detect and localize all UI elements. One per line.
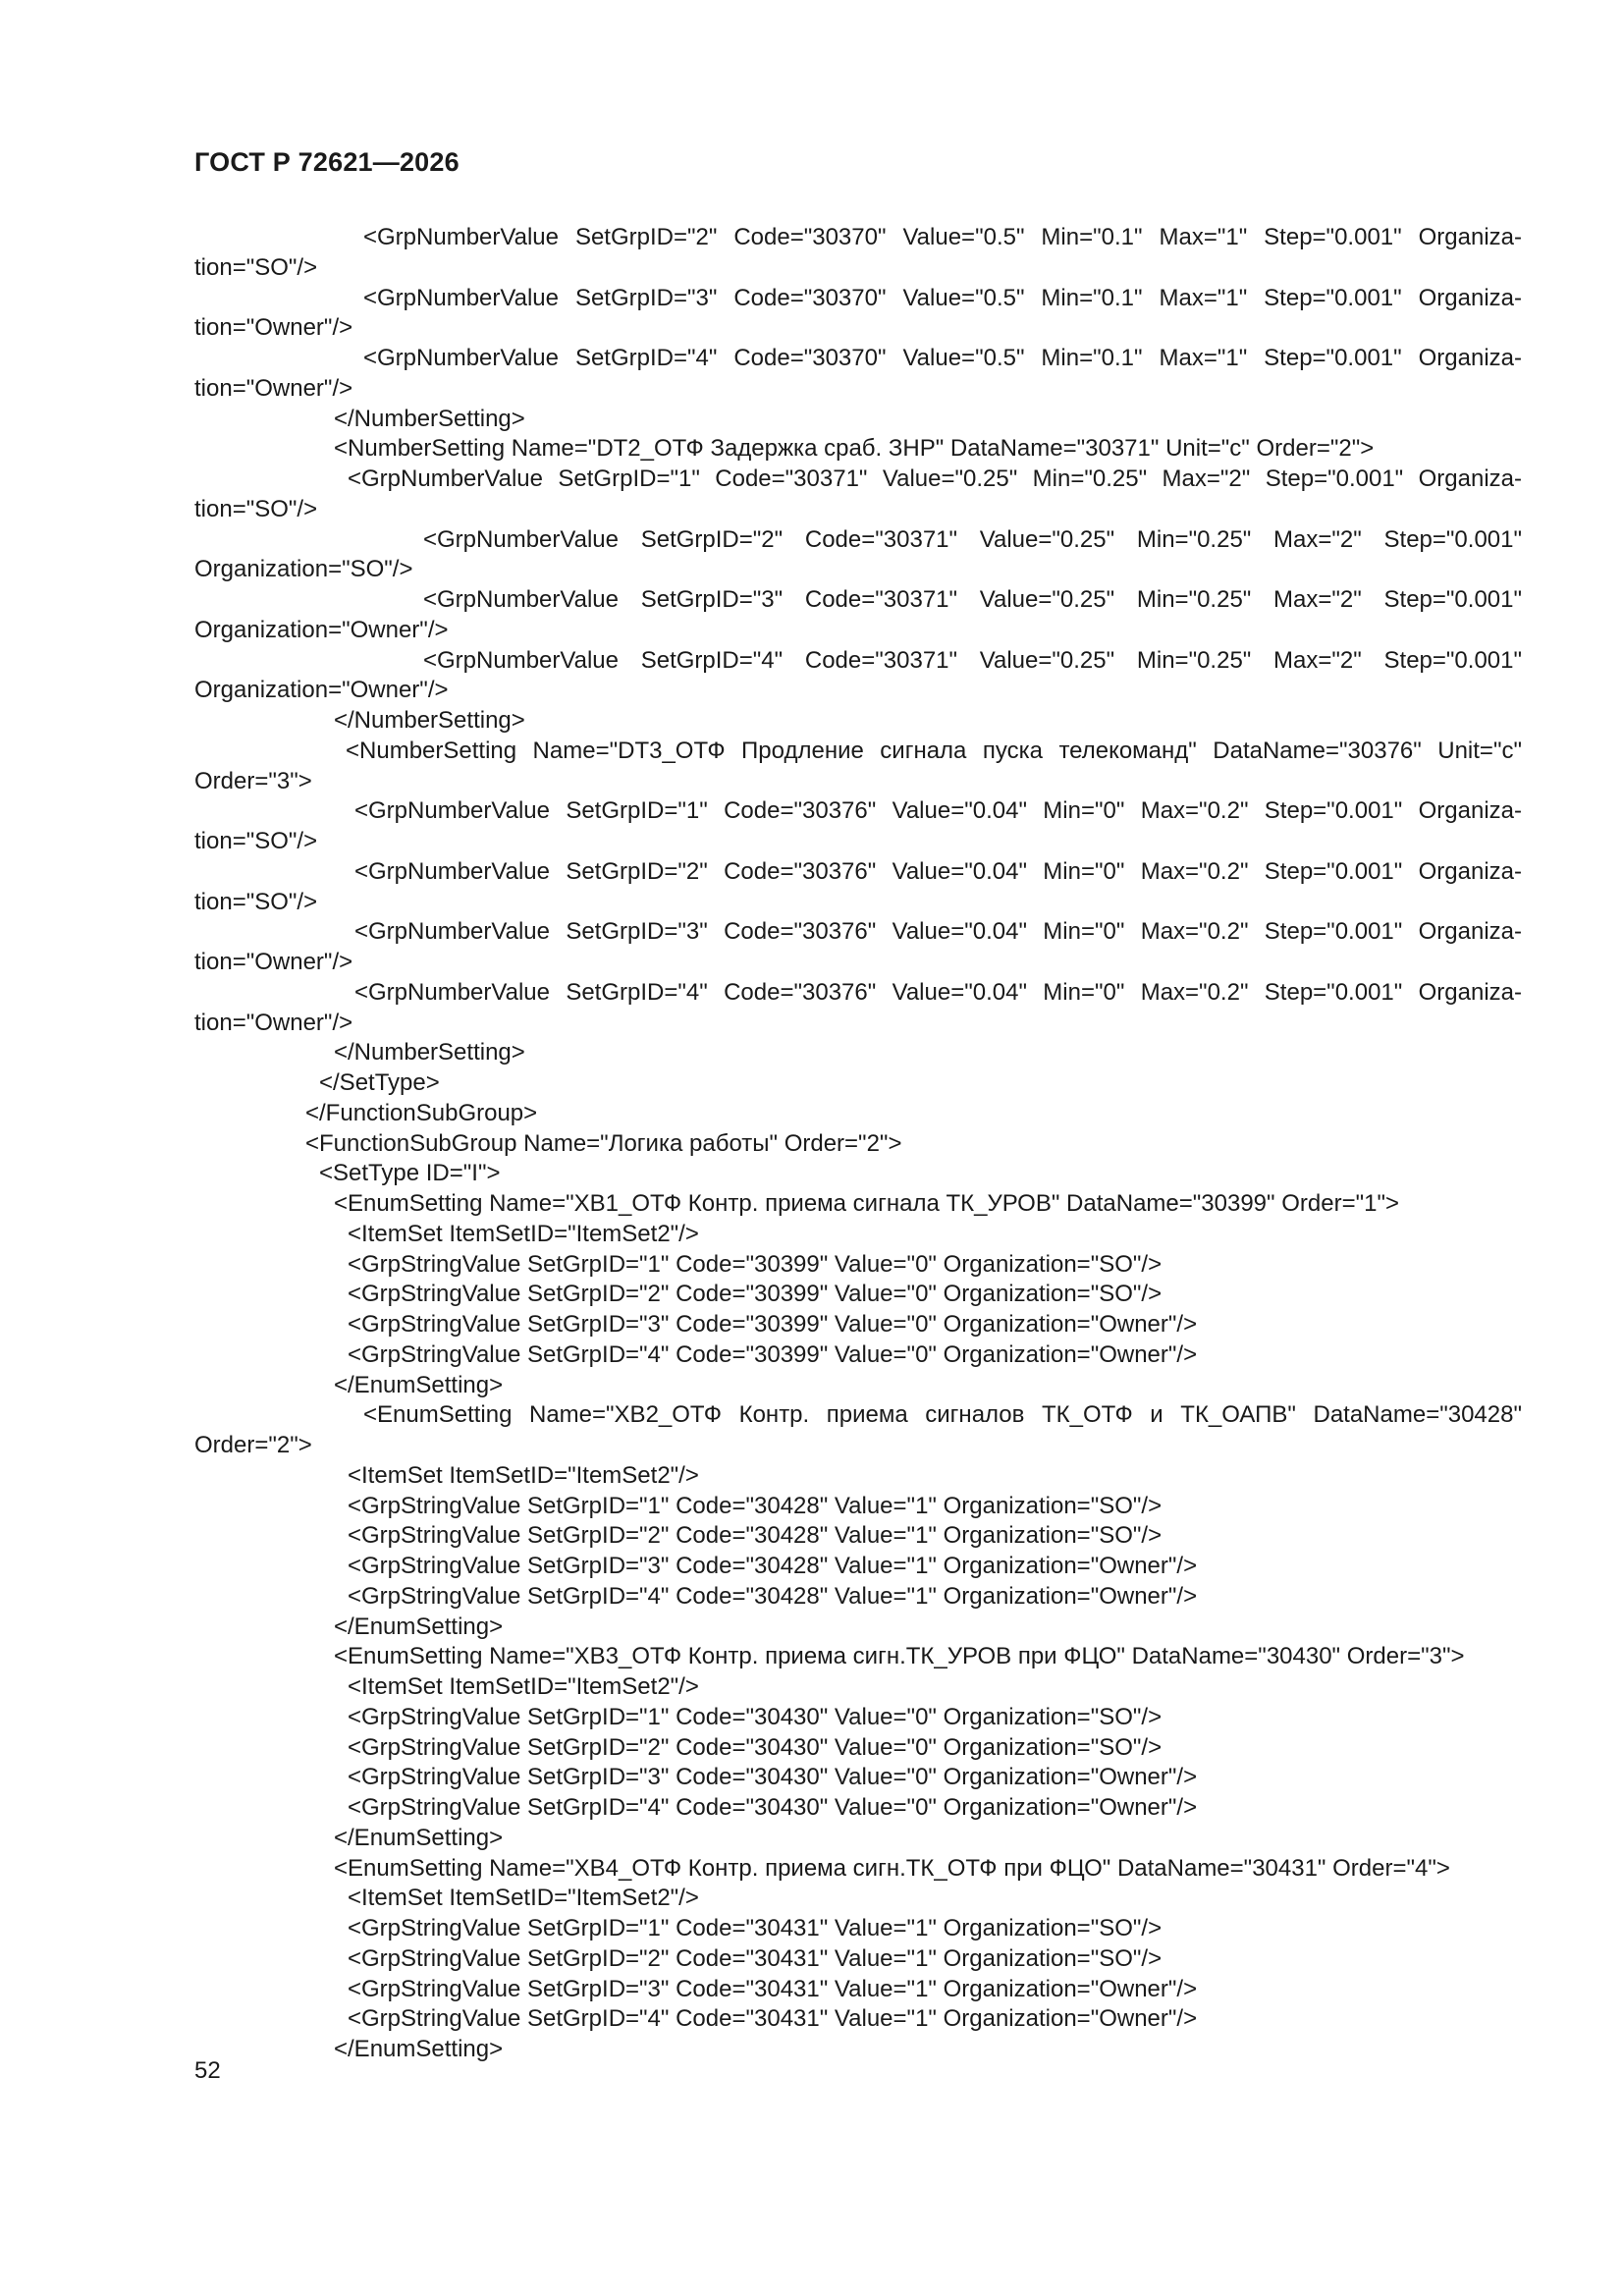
code-line: <GrpStringValue SetGrpID="3" Code="30431" Value="1" Organization="Owner"/> xyxy=(348,1975,1198,2002)
code-line: <SetType ID="I"> xyxy=(319,1160,501,1187)
code-line: Organization="Owner"/> xyxy=(194,616,449,643)
code-line: tion="Owner"/> xyxy=(194,1009,353,1036)
code-line: <GrpStringValue SetGrpID="4" Code="30399" Value="0" Organization="Owner"/> xyxy=(348,1340,1198,1368)
code-line: <GrpStringValue SetGrpID="2" Code="30431" Value="1" Organization="SO"/> xyxy=(348,1944,1163,1972)
code-line: <GrpStringValue SetGrpID="4" Code="30431" Value="1" Organization="Owner"/> xyxy=(348,2005,1198,2033)
code-line: <GrpStringValue SetGrpID="1" Code="30431" Value="1" Organization="SO"/> xyxy=(348,1915,1163,1941)
code-line: <GrpNumberValue SetGrpID="4" Code="30371" Value="0.25" Min="0.25" Max="2" Step="0.001" xyxy=(423,646,1522,674)
code-line: </EnumSetting> xyxy=(334,1824,504,1851)
code-line: <GrpNumberValue SetGrpID="2" Code="30370" Value="0.5" Min="0.1" Max="1" Step="0.001" Organiza- xyxy=(363,224,1522,250)
code-line: <GrpNumberValue SetGrpID="1" Code="30371" Value="0.25" Min="0.25" Max="2" Step="0.001" Organiza- xyxy=(348,465,1522,492)
code-line: </NumberSetting> xyxy=(334,405,525,432)
document-header: ГОСТ Р 72621—2026 xyxy=(194,147,460,177)
code-line: <GrpStringValue SetGrpID="3" Code="30399" Value="0" Organization="Owner"/> xyxy=(348,1311,1198,1338)
code-line: Order="2"> xyxy=(194,1432,312,1458)
code-line: </NumberSetting> xyxy=(334,707,525,734)
code-line: <GrpStringValue SetGrpID="4" Code="30428" Value="1" Organization="Owner"/> xyxy=(348,1582,1198,1610)
code-line: <GrpNumberValue SetGrpID="2" Code="30376" Value="0.04" Min="0" Max="0.2" Step="0.001" Organiza- xyxy=(354,857,1522,885)
code-line: </EnumSetting> xyxy=(334,1371,504,1398)
code-line: Organization="SO"/> xyxy=(194,556,413,583)
code-line: tion="Owner"/> xyxy=(194,949,353,975)
code-line: <GrpStringValue SetGrpID="3" Code="30428" Value="1" Organization="Owner"/> xyxy=(348,1553,1198,1579)
code-line: <GrpStringValue SetGrpID="1" Code="30399" Value="0" Organization="SO"/> xyxy=(348,1250,1163,1278)
code-line: <GrpStringValue SetGrpID="2" Code="30428" Value="1" Organization="SO"/> xyxy=(348,1522,1163,1550)
xml-listing xyxy=(194,223,1522,2065)
code-line: <GrpStringValue SetGrpID="3" Code="30430" Value="0" Organization="Owner"/> xyxy=(348,1764,1198,1791)
code-line: <EnumSetting Name="XB2_ОТФ Контр. приема сигналов ТК_ОТФ и ТК_ОАПВ" DataName="30428" xyxy=(363,1401,1522,1429)
code-line: <GrpStringValue SetGrpID="2" Code="30399" Value="0" Organization="SO"/> xyxy=(348,1281,1163,1308)
code-line: tion="SO"/> xyxy=(194,828,318,854)
code-line: tion="SO"/> xyxy=(194,888,318,915)
code-line: Organization="Owner"/> xyxy=(194,677,449,704)
code-line: tion="Owner"/> xyxy=(194,374,353,402)
code-line: <GrpNumberValue SetGrpID="3" Code="30370" Value="0.5" Min="0.1" Max="1" Step="0.001" Organiza- xyxy=(363,284,1522,311)
code-line: <GrpNumberValue SetGrpID="3" Code="30376" Value="0.04" Min="0" Max="0.2" Step="0.001" Organiza- xyxy=(354,918,1522,946)
code-line: <GrpNumberValue SetGrpID="4" Code="30370" Value="0.5" Min="0.1" Max="1" Step="0.001" Organiza- xyxy=(363,345,1522,371)
code-line: Order="3"> xyxy=(194,767,312,794)
code-line: <GrpNumberValue SetGrpID="4" Code="30376" Value="0.04" Min="0" Max="0.2" Step="0.001" Organiza- xyxy=(354,978,1522,1006)
code-line: <ItemSet ItemSetID="ItemSet2"/> xyxy=(348,1461,699,1489)
code-line: <FunctionSubGroup Name="Логика работы" Order="2"> xyxy=(305,1129,902,1157)
code-line: tion="Owner"/> xyxy=(194,314,353,342)
code-line: tion="SO"/> xyxy=(194,495,318,522)
code-line: </EnumSetting> xyxy=(334,1613,504,1640)
page-number: 52 xyxy=(194,2057,221,2084)
code-line: </NumberSetting> xyxy=(334,1039,525,1066)
code-line: <ItemSet ItemSetID="ItemSet2"/> xyxy=(348,1673,699,1700)
code-line: </FunctionSubGroup> xyxy=(305,1099,538,1126)
code-line: <NumberSetting Name="DT3_ОТФ Продление сигнала пуска телекоманд" DataName="30376" Unit="с" xyxy=(346,737,1522,764)
code-line: <NumberSetting Name="DT2_ОТФ Задержка сраб. ЗНР" DataName="30371" Unit="с" Order="2"> xyxy=(334,435,1375,463)
code-line: <GrpNumberValue SetGrpID="1" Code="30376" Value="0.04" Min="0" Max="0.2" Step="0.001" Organiza- xyxy=(354,797,1522,825)
code-line: <GrpStringValue SetGrpID="1" Code="30428" Value="1" Organization="SO"/> xyxy=(348,1492,1163,1519)
code-line: <ItemSet ItemSetID="ItemSet2"/> xyxy=(348,1220,699,1247)
code-line: <EnumSetting Name="XB1_ОТФ Контр. приема сигнала ТК_УРОВ" DataName="30399" Order="1"> xyxy=(334,1190,1399,1217)
code-line: <GrpNumberValue SetGrpID="3" Code="30371" Value="0.25" Min="0.25" Max="2" Step="0.001" xyxy=(423,586,1522,613)
code-line: <GrpNumberValue SetGrpID="2" Code="30371" Value="0.25" Min="0.25" Max="2" Step="0.001" xyxy=(423,525,1522,553)
code-line: </SetType> xyxy=(319,1069,440,1096)
code-line: <GrpStringValue SetGrpID="4" Code="30430" Value="0" Organization="Owner"/> xyxy=(348,1794,1198,1821)
code-line: <GrpStringValue SetGrpID="2" Code="30430" Value="0" Organization="SO"/> xyxy=(348,1733,1163,1761)
code-line: tion="SO"/> xyxy=(194,253,318,281)
code-line: <ItemSet ItemSetID="ItemSet2"/> xyxy=(348,1885,699,1912)
code-line: </EnumSetting> xyxy=(334,2036,504,2062)
code-line: <EnumSetting Name="XB4_ОТФ Контр. приема сигн.ТК_ОТФ при ФЦО" DataName="30431" Order="4"> xyxy=(334,1854,1450,1882)
code-line: <EnumSetting Name="XB3_ОТФ Контр. приема сигн.ТК_УРОВ при ФЦО" DataName="30430" Order="3"> xyxy=(334,1643,1465,1670)
code-line: <GrpStringValue SetGrpID="1" Code="30430" Value="0" Organization="SO"/> xyxy=(348,1703,1163,1730)
